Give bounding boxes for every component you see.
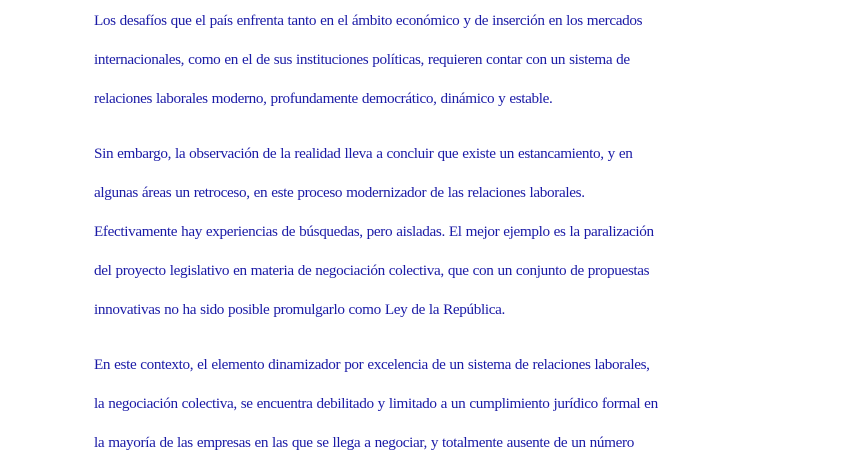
text-line: Los desafíos que el país enfrenta tanto en el ámbito económico y de inserción en los mercados [94, 12, 643, 29]
text-line: del proyecto legislativo en materia de negociación colectiva, que con un conjunto de propuestas [94, 262, 650, 279]
paragraph-3 [94, 352, 784, 450]
paragraph-spacer [94, 125, 784, 141]
text-line: Efectivamente hay experiencias de búsquedas, pero aisladas. El mejor ejemplo es la paralización [94, 223, 654, 240]
paragraph-spacer [94, 336, 784, 352]
paragraph-2 [94, 141, 784, 336]
text-line: la mayoría de las empresas en las que se llega a negociar, y totalmente ausente de un número [94, 434, 634, 450]
text-line: la negociación colectiva, se encuentra debilitado y limitado a un cumplimiento jurídico formal en [94, 395, 658, 412]
paragraph-1 [94, 8, 784, 125]
text-line: algunas áreas un retroceso, en este proceso modernizador de las relaciones laborales. [94, 184, 585, 201]
text-line: internacionales, como en el de sus instituciones políticas, requieren contar con un sistema de [94, 51, 630, 68]
text-line: Sin embargo, la observación de la realidad lleva a concluir que existe un estancamiento, y en [94, 145, 633, 162]
text-line: innovativas no ha sido posible promulgarlo como Ley de la República. [94, 301, 505, 318]
text-line: relaciones laborales moderno, profundamente democrático, dinámico y estable. [94, 90, 553, 107]
text-line: En este contexto, el elemento dinamizador por excelencia de un sistema de relaciones laborales, [94, 356, 650, 373]
document-body [94, 8, 784, 450]
